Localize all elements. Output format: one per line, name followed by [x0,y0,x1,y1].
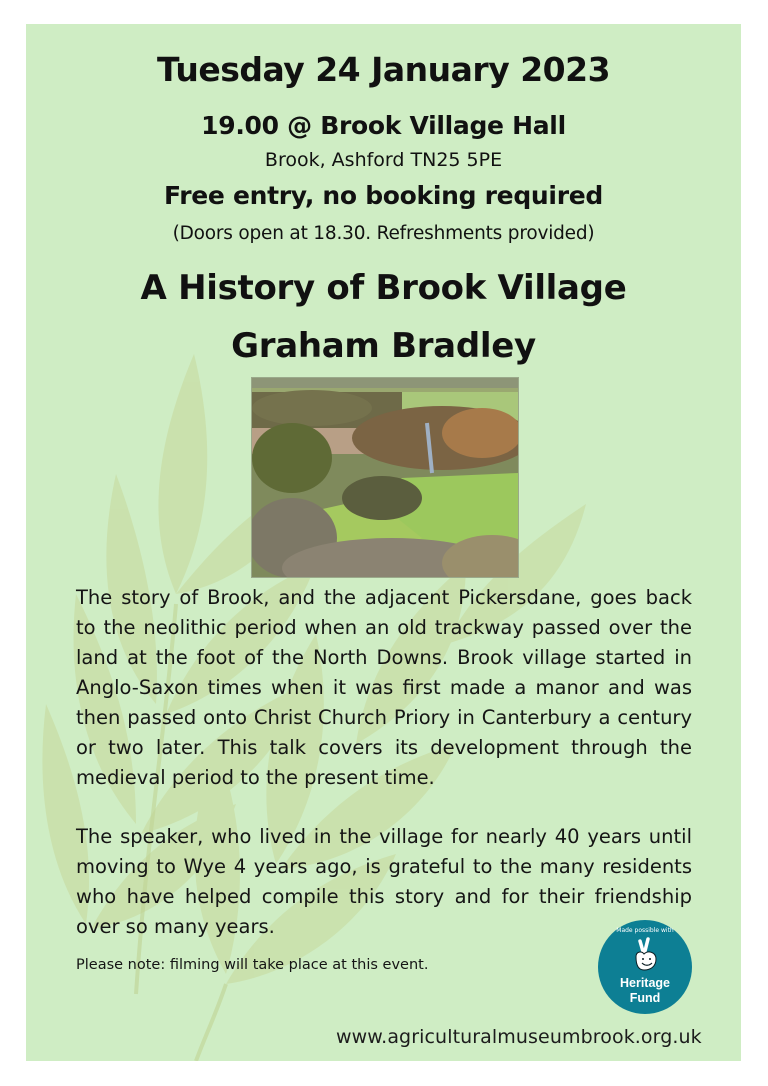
event-time-venue: 19.00 @ Brook Village Hall [201,111,566,140]
village-landscape-photo [251,377,519,578]
filming-note: Please note: filming will take place at this event. [76,957,429,973]
history-paragraph: The story of Brook, and the adjacent Pickersdane, goes back to the neolithic period when an old trackway passed over the land at the foot of the North Downs. Brook village started in Anglo-Saxon times when it was first made a manor and was then passed onto Christ Church Priory in Canterbury a century or two later. This talk covers its development through the medieval period to the present time. [76,586,692,789]
event-doors-info: (Doors open at 18.30. Refreshments provided) [172,223,595,244]
logo-heritage-text: Heritage [619,976,671,990]
talk-title: A History of Brook Village [140,268,627,308]
speaker-name: Graham Bradley [231,326,536,366]
event-address: Brook, Ashford TN25 5PE [264,149,503,171]
poster-content [26,24,741,1061]
website-link[interactable]: www.agriculturalmuseumbrook.org.uk [336,1026,702,1048]
heritage-fund-logo [598,920,692,1014]
logo-tagline: Made possible with [616,927,674,934]
crossed-fingers-icon [630,937,662,973]
event-date: Tuesday 24 January 2023 [156,50,611,89]
event-entry: Free entry, no booking required [164,181,603,210]
logo-fund-text: Fund [629,991,661,1005]
speaker-paragraph: The speaker, who lived in the village for nearly 40 years until moving to Wye 4 years ago, is grateful to the many residents who have helped compile this story and for their friendship over so many years. [76,825,692,938]
poster-panel [26,24,741,1061]
